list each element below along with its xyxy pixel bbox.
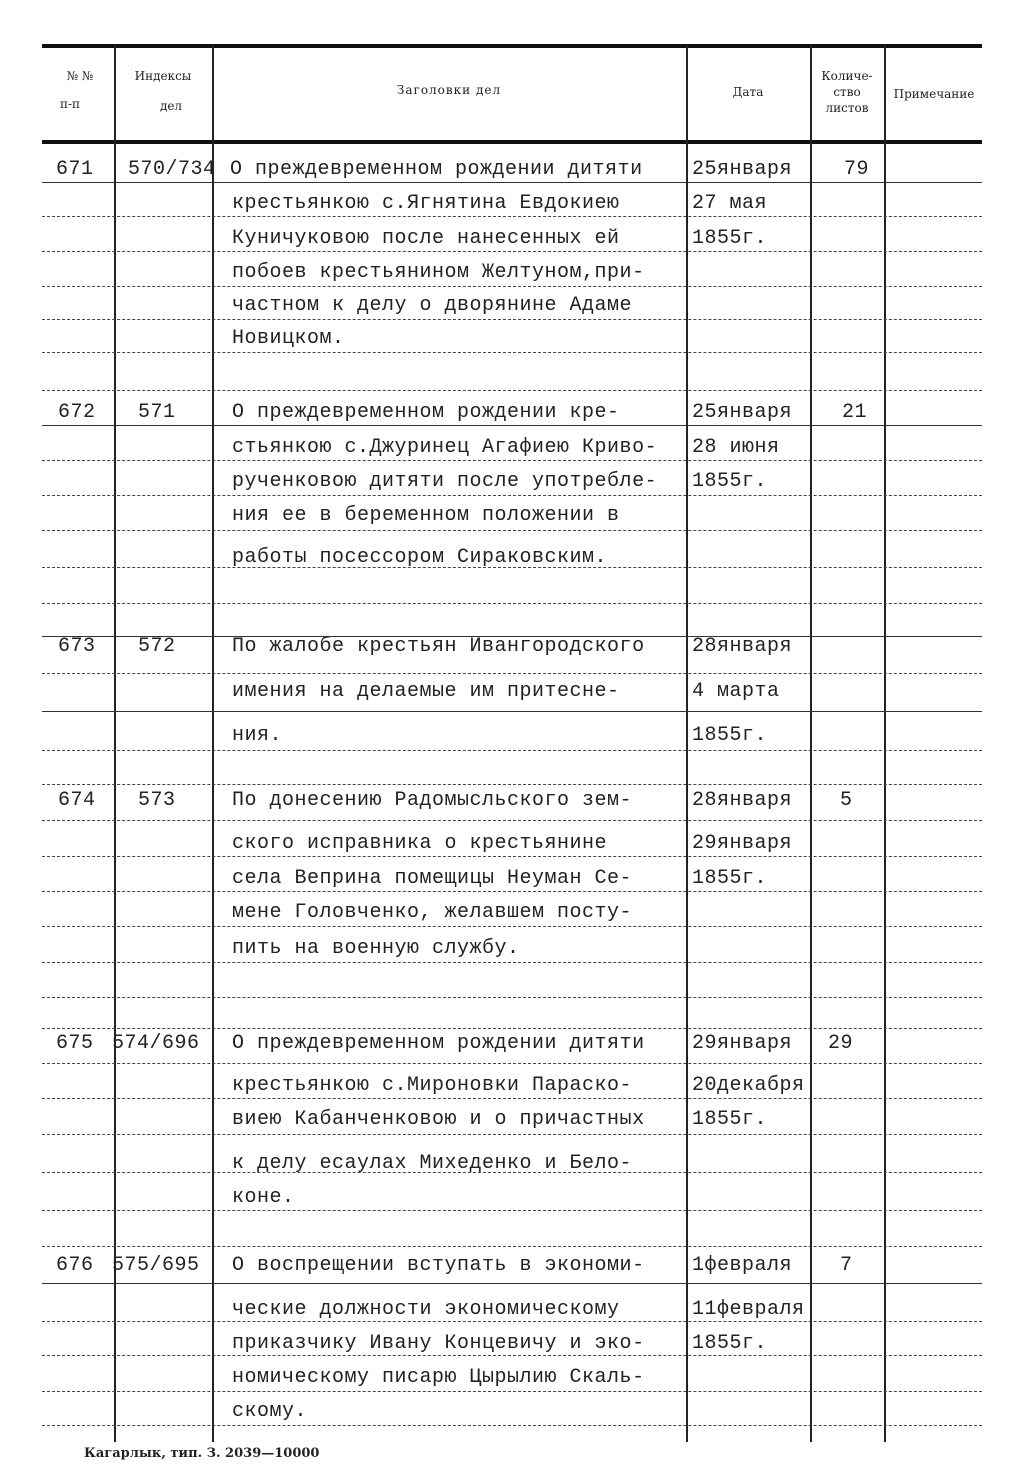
ruled-line xyxy=(42,1391,982,1392)
ruled-line xyxy=(42,1134,982,1135)
ruled-line xyxy=(42,1063,982,1064)
ruled-line xyxy=(42,251,982,252)
ruled-line xyxy=(42,425,982,426)
ruled-line xyxy=(42,891,982,892)
row-date-line: 28января xyxy=(692,789,793,812)
row-title-line: имения на делаемые им притесне- xyxy=(232,680,620,703)
ruled-line xyxy=(42,784,982,785)
row-title-line: Новицком. xyxy=(232,327,345,350)
row-title-line: побоев крестьянином Желтуном,при- xyxy=(232,261,645,284)
row-title-line: приказчику Ивану Концевичу и эко- xyxy=(232,1332,645,1355)
ruled-line xyxy=(42,216,982,217)
row-title-line: По донесению Радомысльского зем- xyxy=(232,789,633,812)
header-index-line2: дел xyxy=(159,99,183,113)
ruled-line xyxy=(42,1172,982,1173)
header-num-line1: № № xyxy=(66,69,94,83)
row-title-line: ния ее в беременном положении в xyxy=(232,504,620,527)
row-sheet-count: 5 xyxy=(840,789,853,812)
row-date-line: 1855г. xyxy=(692,227,768,250)
row-title-line: ческие должности экономическому xyxy=(232,1298,620,1321)
ruled-line xyxy=(42,820,982,821)
header-date: Дата xyxy=(732,85,764,99)
row-date-line: 29января xyxy=(692,832,793,855)
ruled-line xyxy=(42,1321,982,1322)
ruled-line xyxy=(42,1283,982,1284)
row-number: 675 xyxy=(56,1032,94,1055)
row-number: 673 xyxy=(58,635,96,658)
ruled-line xyxy=(42,636,982,637)
row-sheet-count: 21 xyxy=(842,401,868,424)
row-title-line: скому. xyxy=(232,1400,308,1423)
column-divider xyxy=(884,46,886,1442)
row-index: 570/734 xyxy=(128,158,216,181)
row-sheet-count: 79 xyxy=(844,158,870,181)
row-date-line: 28 июня xyxy=(692,436,780,459)
row-title-line: крестьянкою с.Мироновки Параско- xyxy=(232,1074,633,1097)
row-index: 574/696 xyxy=(112,1032,200,1055)
header-num-line2: п-п xyxy=(59,97,81,111)
ruled-line xyxy=(42,567,982,568)
row-date-line: 11февраля xyxy=(692,1298,805,1321)
ruled-line xyxy=(42,1355,982,1356)
ruled-line xyxy=(42,711,982,712)
row-title-line: частном к делу о дворянине Адаме xyxy=(232,294,633,317)
row-date-line: 1855г. xyxy=(692,724,768,747)
row-date-line: 1855г. xyxy=(692,1332,768,1355)
ruled-line xyxy=(42,856,982,857)
column-divider xyxy=(114,46,116,1442)
table-top-rule xyxy=(42,44,982,48)
ruled-line xyxy=(42,673,982,674)
row-date-line: 1855г. xyxy=(692,867,768,890)
printer-imprint: Кагарлык, тип. З. 2039—10000 xyxy=(84,1446,320,1461)
row-title-line: ского исправника о крестьянине xyxy=(232,832,608,855)
row-title-line: работы посессором Сираковским. xyxy=(232,546,608,569)
row-date-line: 1855г. xyxy=(692,470,768,493)
row-date-line: 25января xyxy=(692,158,793,181)
row-title-line: ния. xyxy=(232,724,283,747)
ruled-line xyxy=(42,750,982,751)
row-title-line: По жалобе крестьян Ивангородского xyxy=(232,635,645,658)
ruled-line xyxy=(42,352,982,353)
row-number: 674 xyxy=(58,789,96,812)
row-sheet-count: 7 xyxy=(840,1254,853,1277)
ruled-line xyxy=(42,962,982,963)
ruled-line xyxy=(42,1210,982,1211)
row-title-line: к делу есаулах Михеденко и Бело- xyxy=(232,1152,633,1175)
row-title-line: рученковою дитяти после употребле- xyxy=(232,470,658,493)
header-title: Заголовки дел xyxy=(396,83,502,97)
ruled-line xyxy=(42,1098,982,1099)
row-number: 672 xyxy=(58,401,96,424)
row-title-line: коне. xyxy=(232,1186,295,1209)
row-title-line: О преждевременном рождении дитяти xyxy=(230,158,643,181)
row-title-line: номическому писарю Цырылию Скаль- xyxy=(232,1366,645,1389)
ruled-line xyxy=(42,1246,982,1247)
row-number: 676 xyxy=(56,1254,94,1277)
ruled-line xyxy=(42,1425,982,1426)
ruled-line xyxy=(42,926,982,927)
row-date-line: 27 мая xyxy=(692,192,768,215)
ruled-line xyxy=(42,603,982,604)
column-divider xyxy=(686,46,688,1442)
header-sheets-line1: Количе- xyxy=(821,69,873,83)
row-title-line: О воспрещении вступать в экономи- xyxy=(232,1254,645,1277)
row-title-line: О преждевременном рождении дитяти xyxy=(232,1032,645,1055)
row-date-line: 1855г. xyxy=(692,1108,768,1131)
ruled-line xyxy=(42,182,982,183)
row-number: 671 xyxy=(56,158,94,181)
header-sheets-line3: листов xyxy=(825,101,869,115)
row-title-line: села Веприна помещицы Неуман Се- xyxy=(232,867,633,890)
row-date-line: 4 марта xyxy=(692,680,780,703)
ruled-line xyxy=(42,997,982,998)
row-date-line: 1февраля xyxy=(692,1254,793,1277)
header-sheets-line2: ство xyxy=(833,85,861,99)
row-index: 575/695 xyxy=(112,1254,200,1277)
ruled-line xyxy=(42,390,982,391)
row-index: 571 xyxy=(138,401,176,424)
row-index: 572 xyxy=(138,635,176,658)
header-note: Примечание xyxy=(893,87,975,101)
row-title-line: виею Кабанченковою и о причастных xyxy=(232,1108,645,1131)
column-divider xyxy=(810,46,812,1442)
row-title-line: Куничуковою после нанесенных ей xyxy=(232,227,620,250)
row-title-line: крестьянкою с.Ягнятина Евдокиею xyxy=(232,192,620,215)
ruled-line xyxy=(42,495,982,496)
row-title-line: мене Головченко, желавшем посту- xyxy=(232,901,633,924)
row-sheet-count: 29 xyxy=(828,1032,854,1055)
ruled-line xyxy=(42,530,982,531)
column-divider xyxy=(212,46,214,1442)
row-index: 573 xyxy=(138,789,176,812)
ruled-line xyxy=(42,319,982,320)
row-date-line: 29января xyxy=(692,1032,793,1055)
header-index-line1: Индексы xyxy=(134,69,192,83)
row-date-line: 20декабря xyxy=(692,1074,805,1097)
row-title-line: пить на военную службу. xyxy=(232,937,520,960)
ruled-line xyxy=(42,460,982,461)
ruled-line xyxy=(42,286,982,287)
header-bottom-rule xyxy=(42,140,982,144)
row-date-line: 28января xyxy=(692,635,793,658)
ruled-line xyxy=(42,1028,982,1029)
row-title-line: стьянкою с.Джуринец Агафиею Криво- xyxy=(232,436,658,459)
row-title-line: О преждевременном рождении кре- xyxy=(232,401,620,424)
row-date-line: 25января xyxy=(692,401,793,424)
